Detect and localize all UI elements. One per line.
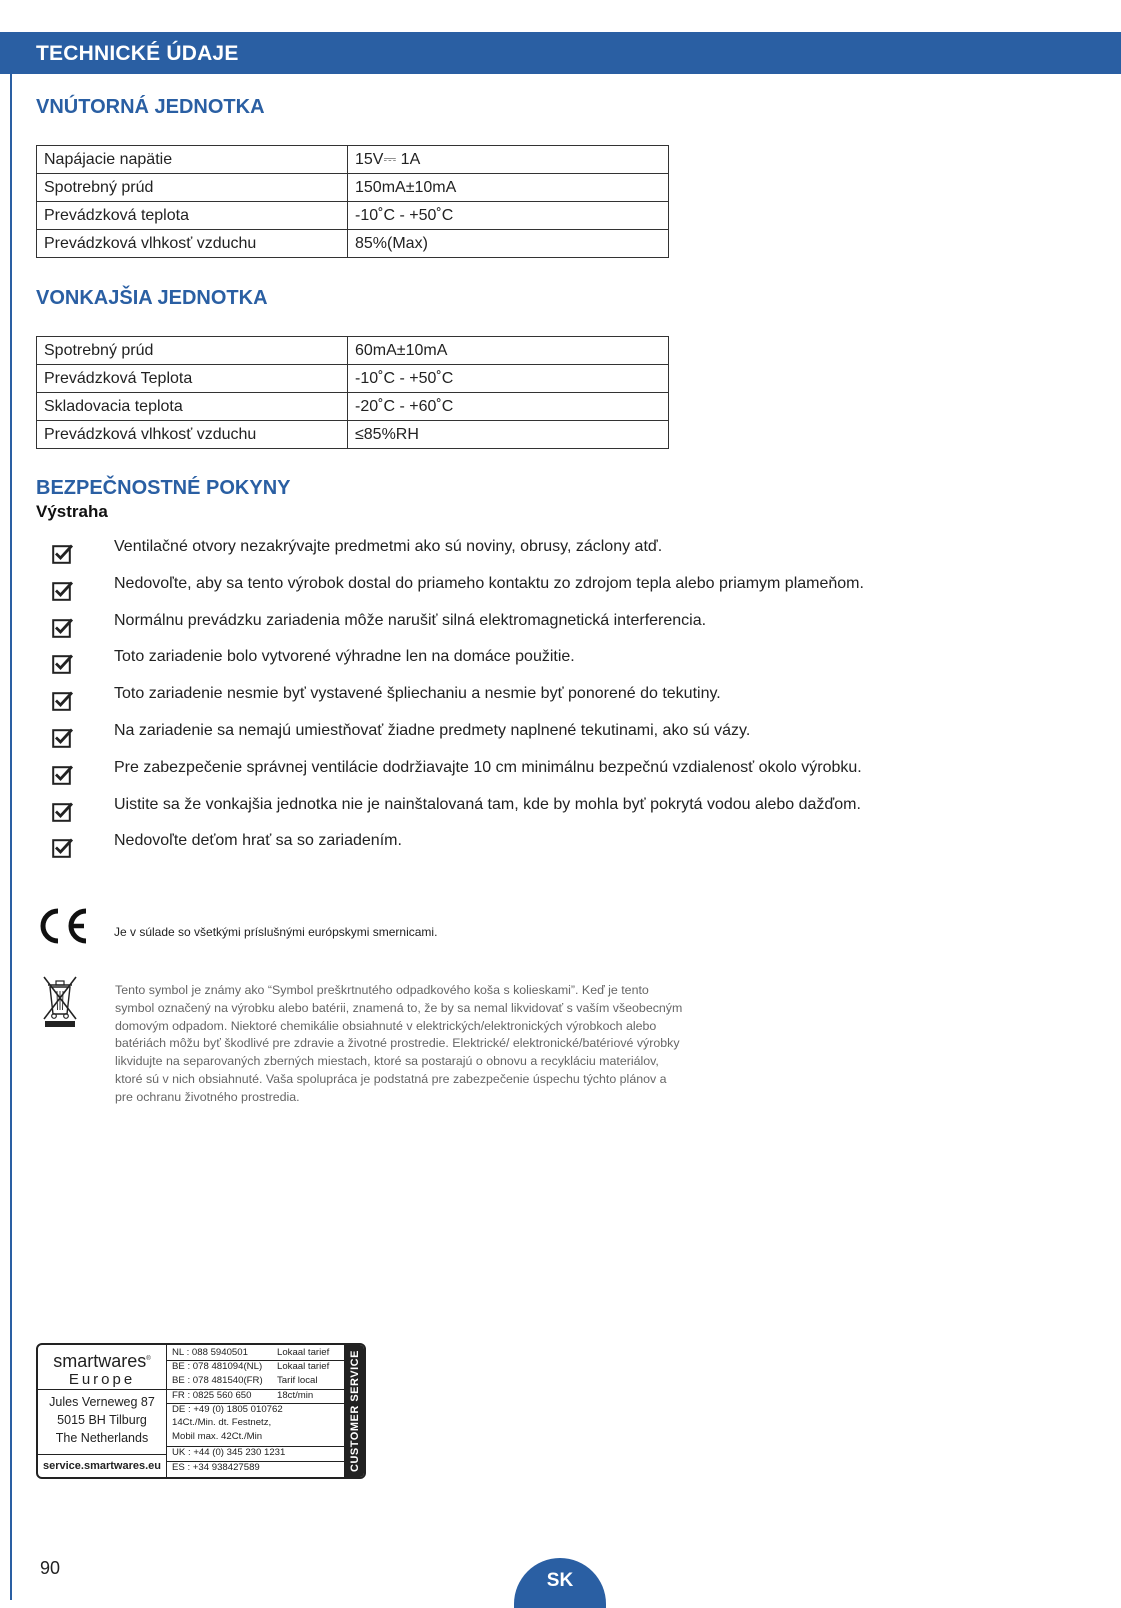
checkbox-checked-icon [52, 689, 74, 711]
brand-name: smartwares [53, 1351, 147, 1371]
spec-value: 150mA±10mA [348, 174, 669, 202]
phone-row [167, 1461, 344, 1473]
phone-tariff: Tarif local [277, 1375, 318, 1386]
spec-label: Napájacie napätie [37, 146, 348, 174]
warning-text: Nedovoľte, aby sa tento výrobok dostal do priameho kontaktu zo zdrojom tepla alebo priamym plameňom. [114, 574, 864, 592]
phone-number: FR : 0825 560 650 [172, 1390, 252, 1401]
spec-value: 15V⎓ 1A [348, 146, 669, 174]
brand-logo [38, 1345, 166, 1390]
safety-warning-list [36, 536, 1076, 867]
outdoor-unit-title: VONKAJŠIA JEDNOTKA [36, 287, 268, 309]
indoor-spec-table [36, 145, 669, 258]
warning-text: Na zariadenie sa nemajú umiestňovať žiadne predmety naplnené tekutinami, ako sú vázy. [114, 721, 751, 739]
warning-text: Normálnu prevádzku zariadenia môže narušiť silná elektromagnetická interferencia. [114, 611, 707, 629]
phone-tariff: Lokaal tarief [277, 1361, 330, 1372]
phone-row [167, 1446, 344, 1458]
customer-service-box [36, 1343, 366, 1479]
phone-number: NL : 088 5940501 [172, 1347, 248, 1358]
checkbox-checked-icon [52, 836, 74, 858]
spec-label: Prevádzková Teplota [37, 365, 348, 393]
phone-number: UK : +44 (0) 345 230 1231 [172, 1447, 286, 1458]
table-row [37, 365, 669, 393]
warning-text: Toto zariadenie bolo vytvorené výhradne len na domáce použitie. [114, 648, 575, 666]
phone-row [167, 1360, 344, 1372]
phone-number: 14Ct./Min. dt. Festnetz, [172, 1417, 272, 1428]
spec-label: Spotrebný prúd [37, 337, 348, 365]
checkbox-checked-icon [52, 579, 74, 601]
phone-tariff: Lokaal tarief [277, 1347, 330, 1358]
table-row [37, 230, 669, 258]
phone-number: BE : 078 481540(FR) [172, 1375, 263, 1386]
table-row [37, 174, 669, 202]
warning-text: Uistite sa že vonkajšia jednotka nie je nainštalovaná tam, kde by mohla byť pokrytá vodou alebo dažďom. [114, 795, 861, 813]
indoor-unit-title: VNÚTORNÁ JEDNOTKA [36, 96, 265, 118]
phone-row [167, 1403, 344, 1415]
spec-value: -10˚C - +50˚C [348, 365, 669, 393]
list-item [36, 536, 1076, 573]
checkbox-checked-icon [52, 616, 74, 638]
list-item [36, 683, 1076, 720]
spec-value: -10˚C - +50˚C [348, 202, 669, 230]
warning-text: Ventilačné otvory nezakrývajte predmetmi ako sú noviny, obrusy, záclony atď. [114, 538, 663, 555]
list-item [36, 610, 1076, 647]
checkbox-checked-icon [52, 652, 74, 674]
checkbox-checked-icon [52, 800, 74, 822]
table-row [37, 337, 669, 365]
phone-row [167, 1389, 344, 1401]
registered-mark: ® [146, 1356, 151, 1362]
language-tab: SK [514, 1558, 606, 1608]
list-item [36, 573, 1076, 610]
ce-mark-icon [36, 906, 90, 946]
warning-subtitle: Výstraha [36, 502, 108, 521]
service-website-link[interactable]: service.smartwares.eu [42, 1460, 162, 1472]
side-label-text: CUSTOMER SERVICE [349, 1350, 361, 1472]
safety-title: BEZPEČNOSTNÉ POKYNY [36, 477, 291, 499]
warning-text: Toto zariadenie nesmie byť vystavené špliechaniu a nesmie byť ponorené do tekutiny. [114, 685, 721, 703]
table-row [37, 146, 669, 174]
phone-row [167, 1417, 344, 1428]
weee-disposal-text: Tento symbol je známy ako “Symbol preškrtnutého odpadkového koša s kolieskami”. Keď je tento symbol označený na výrobku alebo batérii, znamená to, že by sa nemal likvidovať s vaším všeobecným domovým odpadom. Niektoré chemikálie obsiahnuté v elektrických/elektronických výrobkoch alebo batériách môžu byť škodlivé pre zdravie a životné prostredie. Elektrické/ elektronické/batériové výrobky likvidujte na separovaných zberných miestach, ktoré sa postarajú o obnovu a recykláciu materiálov, ktoré sú v nich obsiahnuté. Vaša spolupráca je podstatná pre zabezpečenie úspechu týchto plánov a pre ochranu životného prostredia. [115, 983, 683, 1104]
checkbox-checked-icon [52, 542, 74, 564]
left-margin-rule [10, 32, 12, 1600]
table-row [37, 393, 669, 421]
spec-value: -20˚C - +60˚C [348, 393, 669, 421]
spec-label: Prevádzková vlhkosť vzduchu [37, 230, 348, 258]
section-header-bar [0, 32, 1121, 74]
outdoor-spec-table [36, 336, 669, 449]
phone-row [167, 1431, 344, 1442]
company-address [38, 1390, 166, 1455]
list-item [36, 720, 1076, 757]
spec-value: ≤85%RH [348, 421, 669, 449]
checkbox-checked-icon [52, 763, 74, 785]
phone-number: BE : 078 481094(NL) [172, 1361, 263, 1372]
spec-label: Spotrebný prúd [37, 174, 348, 202]
warning-text: Nedovoľte deťom hrať sa so zariadením. [114, 832, 402, 850]
warning-text: Pre zabezpečenie správnej ventilácie dodržiavajte 10 cm minimálnu bezpečnú vzdialenosť okolo výrobku. [114, 758, 862, 776]
address-line: Jules Verneweg 87 [49, 1395, 155, 1409]
phone-number: DE : +49 (0) 1805 010762 [172, 1404, 283, 1415]
spec-label: Skladovacia teplota [37, 393, 348, 421]
page-title: TECHNICKÉ ÚDAJE [36, 42, 239, 65]
spec-value: 60mA±10mA [348, 337, 669, 365]
list-item [36, 757, 1076, 794]
customer-service-label [344, 1345, 366, 1477]
spec-label: Prevádzková vlhkosť vzduchu [37, 421, 348, 449]
address-line: 5015 BH Tilburg [57, 1413, 147, 1427]
table-row [37, 421, 669, 449]
ce-compliance-text: Je v súlade so všetkými príslušnými európskymi smernicami. [114, 925, 438, 939]
crossed-out-bin-icon [40, 974, 80, 1028]
list-item [36, 830, 1076, 867]
table-row [37, 202, 669, 230]
brand-region: Europe [68, 1371, 136, 1388]
brand-column [38, 1345, 167, 1477]
phone-number: ES : +34 938427589 [172, 1462, 260, 1473]
spec-value: 85%(Max) [348, 230, 669, 258]
address-line: The Netherlands [55, 1431, 149, 1445]
spec-label: Prevádzková teplota [37, 202, 348, 230]
page-number: 90 [40, 1558, 61, 1578]
phone-list [167, 1345, 344, 1477]
phone-row [167, 1347, 344, 1358]
checkbox-checked-icon [52, 726, 74, 748]
phone-row [167, 1375, 344, 1386]
list-item [36, 646, 1076, 683]
phone-number: Mobil max. 42Ct./Min [172, 1431, 263, 1442]
list-item [36, 794, 1076, 831]
phone-tariff: 18ct/min [277, 1390, 314, 1401]
